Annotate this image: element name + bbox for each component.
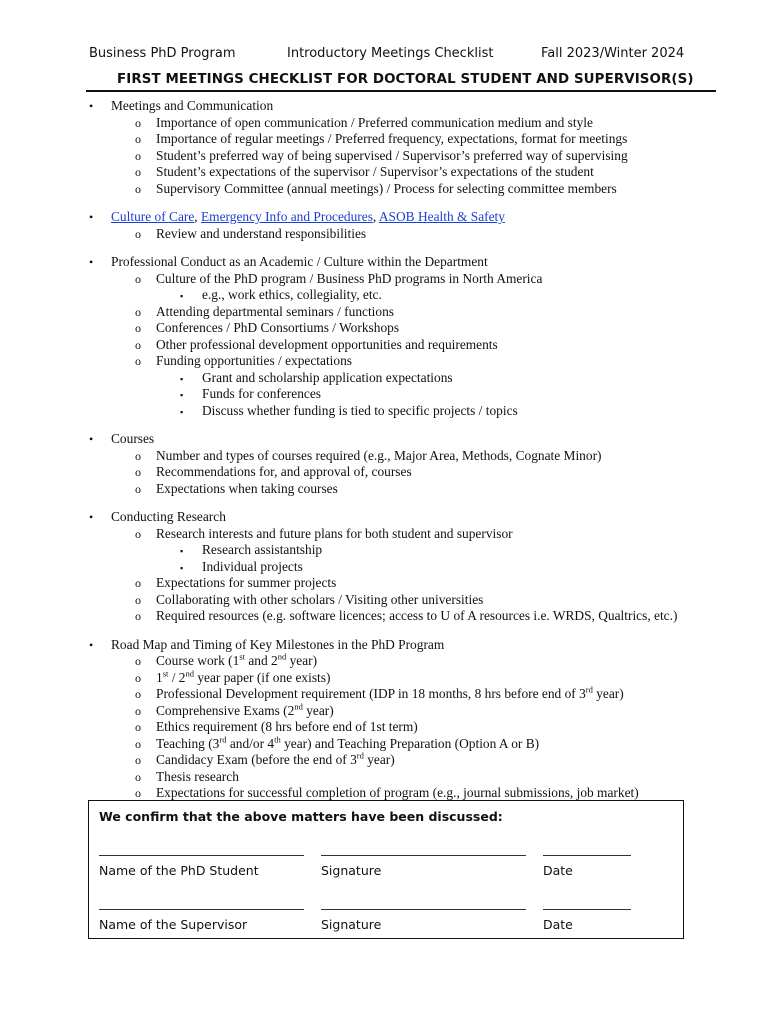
square-bullet-icon: ▪ <box>180 291 184 301</box>
list-item: o Conferences / PhD Consortiums / Workshops <box>135 320 400 335</box>
list-item: o Recommendations for, and approval of, courses <box>135 464 412 479</box>
section-research <box>0 509 770 625</box>
section-meetings <box>0 98 770 197</box>
circle-bullet-icon: o <box>135 670 141 685</box>
square-bullet-icon: ▪ <box>180 546 184 556</box>
list-item: • Meetings and Communication <box>89 98 274 113</box>
culture-of-care-link[interactable]: Culture of Care <box>111 209 195 224</box>
student-name-label: Name of the PhD Student <box>99 863 259 878</box>
student-name-line[interactable] <box>99 855 304 856</box>
list-item: ▪ Discuss whether funding is tied to specific projects / topics <box>0 403 770 420</box>
student-signature-line[interactable] <box>321 855 526 856</box>
square-bullet-icon: ▪ <box>180 562 184 573</box>
bullet-icon: • <box>89 255 94 269</box>
circle-bullet-icon: o <box>135 226 141 241</box>
circle-bullet-icon: o <box>135 465 141 479</box>
list-item: o Collaborating with other scholars / Visiting other universities <box>135 591 484 607</box>
list-item: o Professional Development requirement (IDP in 18 months, 8 hrs before end of 3rd year) <box>135 684 624 701</box>
list-item: o Ethics requirement (8 hrs before end of 1st term) <box>135 719 418 734</box>
circle-bullet-icon: o <box>135 354 141 368</box>
circle-bullet-icon: o <box>135 526 141 541</box>
list-item: o Research interests and future plans for both student and supervisor <box>135 525 513 541</box>
supervisor-name-label: Name of the Supervisor <box>99 917 248 932</box>
list-item: o Thesis research <box>135 768 239 784</box>
circle-bullet-icon: o <box>135 592 141 607</box>
header-document-title: Introductory Meetings Checklist <box>287 46 494 61</box>
supervisor-date-line[interactable] <box>543 909 631 910</box>
circle-bullet-icon: o <box>135 609 141 623</box>
list-item: o Importance of regular meetings / Preferred frequency, expectations, format for meetings <box>135 131 628 146</box>
bullet-icon: • <box>89 210 94 224</box>
circle-bullet-icon: o <box>135 181 141 196</box>
circle-bullet-icon: o <box>135 481 141 496</box>
list-item: o Expectations for summer projects <box>135 575 337 590</box>
section-professional-conduct <box>0 254 770 419</box>
list-item: • Professional Conduct as an Academic / Culture within the Department <box>89 254 488 269</box>
square-bullet-icon: ▪ <box>180 373 184 384</box>
circle-bullet-icon: o <box>135 753 141 767</box>
student-date-label: Date <box>543 863 573 878</box>
list-item: o Supervisory Committee (annual meetings) / Process for selecting committee members <box>135 180 617 196</box>
title-underline <box>86 90 716 92</box>
confirmation-title: We confirm that the above matters have been discussed: <box>99 809 503 824</box>
circle-bullet-icon: o <box>135 576 141 590</box>
list-item: ▪ Funds for conferences <box>0 386 770 403</box>
circle-bullet-icon: o <box>135 271 141 286</box>
list-item: o Funding opportunities / expectations <box>135 353 353 368</box>
list-item: o Number and types of courses required (e.g., Major Area, Methods, Cognate Minor) <box>135 447 602 463</box>
circle-bullet-icon: o <box>135 720 141 734</box>
list-item: o Teaching (3rd and/or 4th year) and Teaching Preparation (Option A or B) <box>135 734 540 751</box>
circle-bullet-icon: o <box>135 687 141 701</box>
emergency-info-link[interactable]: Emergency Info and Procedures <box>201 209 373 224</box>
list-item: o Student’s expectations of the supervisor / Supervisor’s expectations of the student <box>135 164 594 179</box>
list-item: o Review and understand responsibilities <box>135 225 367 241</box>
list-item: o Candidacy Exam (before the end of 3rd year) <box>135 750 395 767</box>
circle-bullet-icon: o <box>135 115 141 130</box>
circle-bullet-icon: o <box>135 769 141 784</box>
circle-bullet-icon: o <box>135 703 141 718</box>
asob-health-safety-link[interactable]: ASOB Health & Safety <box>378 209 505 224</box>
list-item: • Conducting Research <box>89 509 226 524</box>
list-item: o 1st / 2nd year paper (if one exists) <box>135 668 331 685</box>
list-item: ▪ Grant and scholarship application expectations <box>0 370 770 387</box>
square-bullet-icon: ▪ <box>180 390 184 400</box>
bullet-icon: • <box>89 510 94 524</box>
circle-bullet-icon: o <box>135 165 141 179</box>
supervisor-date-label: Date <box>543 917 573 932</box>
list-item: o Course work (1st and 2nd year) <box>135 651 318 668</box>
list-item: • Road Map and Timing of Key Milestones in the PhD Program <box>89 636 445 652</box>
bullet-icon: • <box>89 432 94 446</box>
list-item: o Expectations when taking courses <box>135 480 338 496</box>
list-item: o Expectations for successful completion of program (e.g., journal submissions, job market) <box>135 785 639 800</box>
circle-bullet-icon: o <box>135 337 141 352</box>
circle-bullet-icon: o <box>135 736 141 751</box>
page-title: FIRST MEETINGS CHECKLIST FOR DOCTORAL STUDENT AND SUPERVISOR(S) <box>117 72 694 87</box>
list-item: o Other professional development opportunities and requirements <box>135 336 498 352</box>
header-term: Fall 2023/Winter 2024 <box>541 46 685 61</box>
checklist-body <box>0 98 770 814</box>
circle-bullet-icon: o <box>135 786 141 800</box>
confirmation-box <box>88 800 684 939</box>
circle-bullet-icon: o <box>135 321 141 335</box>
circle-bullet-icon: o <box>135 148 141 163</box>
list-item: • Courses <box>89 431 155 446</box>
supervisor-signature-label: Signature <box>321 917 382 932</box>
list-item: ▪ e.g., work ethics, collegiality, etc. <box>0 287 770 304</box>
circle-bullet-icon: o <box>135 132 141 146</box>
bullet-icon: • <box>89 99 94 113</box>
list-item: o Student’s preferred way of being supervised / Supervisor’s preferred way of supervising <box>135 147 628 163</box>
section-courses <box>0 431 770 497</box>
supervisor-name-line[interactable] <box>99 909 304 910</box>
section-care <box>0 209 770 242</box>
list-item: o Importance of open communication / Preferred communication medium and style <box>135 114 593 130</box>
list-item: o Attending departmental seminars / functions <box>135 303 394 319</box>
list-item: ▪ Individual projects <box>0 559 770 576</box>
bullet-icon: • <box>89 637 94 652</box>
square-bullet-icon: ▪ <box>180 406 184 417</box>
header-program: Business PhD Program <box>89 46 236 61</box>
section-roadmap <box>0 637 770 802</box>
list-item: o Culture of the PhD program / Business PhD programs in North America <box>135 270 543 286</box>
student-date-line[interactable] <box>543 855 631 856</box>
list-item: • Culture of Care, Emergency Info and Procedures, ASOB Health & Safety <box>89 209 505 224</box>
list-item: o Comprehensive Exams (2nd year) <box>135 701 334 718</box>
list-item: ▪ Research assistantship <box>0 542 770 559</box>
list-item: o Required resources (e.g. software licences; access to U of A resources i.e. WRDS, Qualtrics, etc.) <box>135 608 678 623</box>
circle-bullet-icon: o <box>135 304 141 319</box>
student-signature-label: Signature <box>321 863 382 878</box>
circle-bullet-icon: o <box>135 654 141 668</box>
supervisor-signature-line[interactable] <box>321 909 526 910</box>
circle-bullet-icon: o <box>135 448 141 463</box>
